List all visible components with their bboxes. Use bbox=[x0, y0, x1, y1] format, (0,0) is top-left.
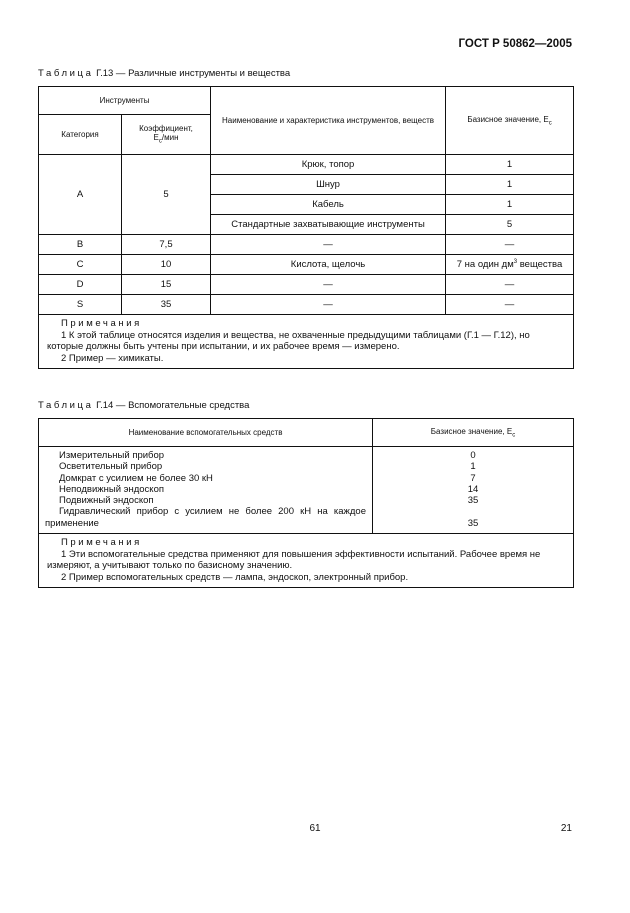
header-coefficient bbox=[122, 115, 211, 155]
page-number-right: 21 bbox=[560, 823, 572, 834]
notes-row bbox=[39, 315, 574, 369]
note-2: 2 Пример вспомогательных средств — лампа, эндоскоп, электронный прибор. bbox=[61, 571, 409, 583]
notes-title: Примечания bbox=[61, 318, 142, 329]
table-row bbox=[39, 255, 574, 275]
header-name bbox=[211, 87, 446, 155]
table-13-caption bbox=[38, 68, 290, 79]
header-base bbox=[373, 419, 574, 447]
cell-base: — bbox=[446, 235, 574, 255]
table-14 bbox=[38, 418, 574, 588]
header-base-text: Базисное значение, E bbox=[467, 114, 549, 124]
table-header-row bbox=[39, 419, 574, 447]
cell-name: Стандартные захватывающие инструменты bbox=[211, 215, 446, 235]
list-item: Измерительный прибор bbox=[59, 450, 165, 461]
cell-base: — bbox=[446, 275, 574, 295]
page-number-center: 61 bbox=[309, 823, 321, 834]
value: 0 bbox=[470, 450, 476, 461]
header-coef-sub: c bbox=[158, 138, 162, 145]
header-name: Наименование вспомогательных средств bbox=[39, 419, 373, 447]
cell-base: 5 bbox=[446, 215, 574, 235]
table-row bbox=[39, 275, 574, 295]
notes-row bbox=[39, 534, 574, 588]
cell-name: Кабель bbox=[211, 195, 446, 215]
cell-base: 1 bbox=[446, 155, 574, 175]
standard-number: ГОСТ Р 50862—2005 bbox=[458, 38, 572, 50]
value: 35 bbox=[467, 517, 479, 529]
note-1: 1 Эти вспомогательные средства применяют для повышения эффективности испытаний. Рабочее время не измеряют, а учитывают только по базисному значению. bbox=[47, 548, 541, 572]
list-item: Гидравлический прибор с усилием не более 200 кН на каждое применение bbox=[45, 506, 366, 529]
cell-base-b: вещества bbox=[517, 259, 563, 271]
table-header-row bbox=[39, 87, 574, 115]
list-item: Осветительный прибор bbox=[59, 461, 163, 473]
table-word: Таблица bbox=[38, 68, 94, 79]
cell-category: A bbox=[39, 155, 122, 235]
cell-base-a: 7 на один дм bbox=[456, 259, 514, 271]
note-2: 2 Пример — химикаты. bbox=[61, 352, 164, 364]
header-base-sub: c bbox=[548, 120, 552, 127]
header-coef-b: E bbox=[153, 133, 159, 143]
cell-coefficient: 5 bbox=[122, 155, 211, 235]
table-row bbox=[39, 447, 574, 534]
header-category: Категория bbox=[39, 115, 122, 155]
table-row bbox=[39, 155, 574, 175]
list-item: Домкрат с усилием не более 30 кН bbox=[59, 472, 213, 484]
cell-category: C bbox=[39, 255, 122, 275]
value: 35 bbox=[467, 495, 479, 507]
header-base bbox=[446, 87, 574, 155]
table-word: Таблица bbox=[38, 400, 94, 411]
table-14-caption bbox=[38, 400, 249, 411]
cell-category: B bbox=[39, 235, 122, 255]
cell-base: 1 bbox=[446, 175, 574, 195]
table-row bbox=[39, 295, 574, 315]
cell-coefficient: 7,5 bbox=[122, 235, 211, 255]
cell-coefficient: 10 bbox=[122, 255, 211, 275]
value: 7 bbox=[470, 472, 476, 484]
cell-names bbox=[39, 447, 373, 534]
table-row bbox=[39, 235, 574, 255]
list-item: Неподвижный эндоскоп bbox=[59, 483, 164, 495]
cell-category: S bbox=[39, 295, 122, 315]
cell-name: — bbox=[211, 295, 446, 315]
cell-base-sup: 3 bbox=[513, 258, 518, 265]
table-14-title: Г.14 — Вспомогательные средства bbox=[96, 400, 250, 411]
cell-name: Кислота, щелочь bbox=[211, 255, 446, 275]
cell-name: Крюк, топор bbox=[211, 155, 446, 175]
table-13-notes bbox=[39, 315, 574, 369]
notes-title: Примечания bbox=[61, 537, 142, 549]
header-base-text: Базисное значение, E bbox=[430, 426, 513, 436]
cell-name: — bbox=[211, 275, 446, 295]
header-name-text: Наименование и характеристика инструментов, веществ bbox=[222, 116, 435, 125]
list-item: Подвижный эндоскоп bbox=[59, 495, 154, 507]
cell-base: 1 bbox=[446, 195, 574, 215]
header-coef-a: Коэффициент, bbox=[139, 124, 193, 134]
table-14-notes bbox=[39, 534, 574, 588]
table-13-title: Г.13 — Различные инструменты и вещества bbox=[96, 68, 291, 79]
cell-base bbox=[446, 255, 574, 275]
value: 14 bbox=[467, 483, 479, 495]
cell-category: D bbox=[39, 275, 122, 295]
cell-coefficient: 35 bbox=[122, 295, 211, 315]
header-coef-c: /мин bbox=[161, 133, 179, 143]
cell-values bbox=[373, 447, 574, 534]
table-13 bbox=[38, 86, 574, 369]
note-1: 1 К этой таблице относятся изделия и вещества, не охваченные предыдущими таблицами (Г.1 — Г.12), но которые должны быть учтены при испытании, и их рабочее время — измерено. bbox=[47, 329, 530, 352]
cell-name: — bbox=[211, 235, 446, 255]
header-base-sub: c bbox=[512, 432, 516, 439]
cell-coefficient: 15 bbox=[122, 275, 211, 295]
header-tools: Инструменты bbox=[39, 87, 211, 115]
cell-name: Шнур bbox=[211, 175, 446, 195]
cell-base: — bbox=[446, 295, 574, 315]
value: 1 bbox=[470, 461, 476, 473]
